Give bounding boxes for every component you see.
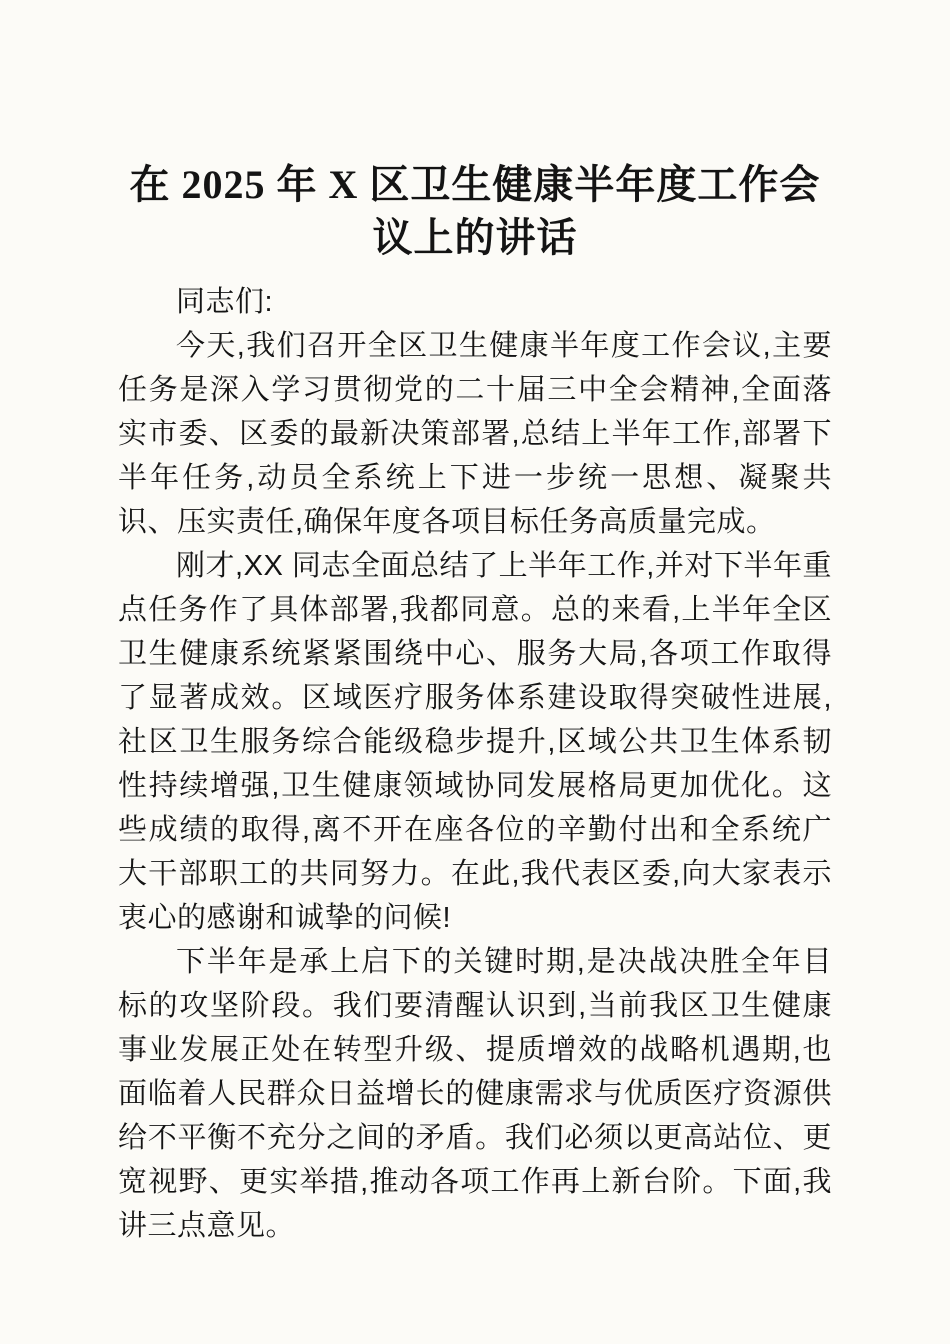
paragraph-3: 下半年是承上启下的关键时期,是决战决胜全年目标的攻坚阶段。我们要清醒认识到,当前我区卫生健康事业发展正处在转型升级、提质增效的战略机遇期,也面临着人民群众日益增长的健康需求与优质医疗资源供给不平衡不充分之间的矛盾。我们必须以更高站位、更宽视野、更实举措,推动各项工作再上新台阶。下面,我讲三点意见。 <box>118 946 832 1242</box>
paragraph-2: 刚才,XX 同志全面总结了上半年工作,并对下半年重点任务作了具体部署,我都同意。总的来看,上半年全区卫生健康系统紧紧围绕中心、服务大局,各项工作取得了显著成效。区域医疗服务体系建设取得突破性进展,社区卫生服务综合能级稳步提升,区域公共卫生体系韧性持续增强,卫生健康领域协同发展格局更加优化。这些成绩的取得,离不开在座各位的辛勤付出和全系统广大干部职工的共同努力。在此,我代表区委,向大家表示衷心的感谢和诚挚的问候! <box>118 550 832 934</box>
paragraph-1: 今天,我们召开全区卫生健康半年度工作会议,主要任务是深入学习贯彻党的二十届三中全会精神,全面落实市委、区委的最新决策部署,总结上半年工作,部署下半年任务,动员全系统上下进一步统一思想、凝聚共识、压实责任,确保年度各项目标任务高质量完成。 <box>118 330 832 538</box>
document-title: 在 2025 年 X 区卫生健康半年度工作会议上的讲话 <box>129 162 821 260</box>
salutation: 同志们: <box>176 286 274 318</box>
